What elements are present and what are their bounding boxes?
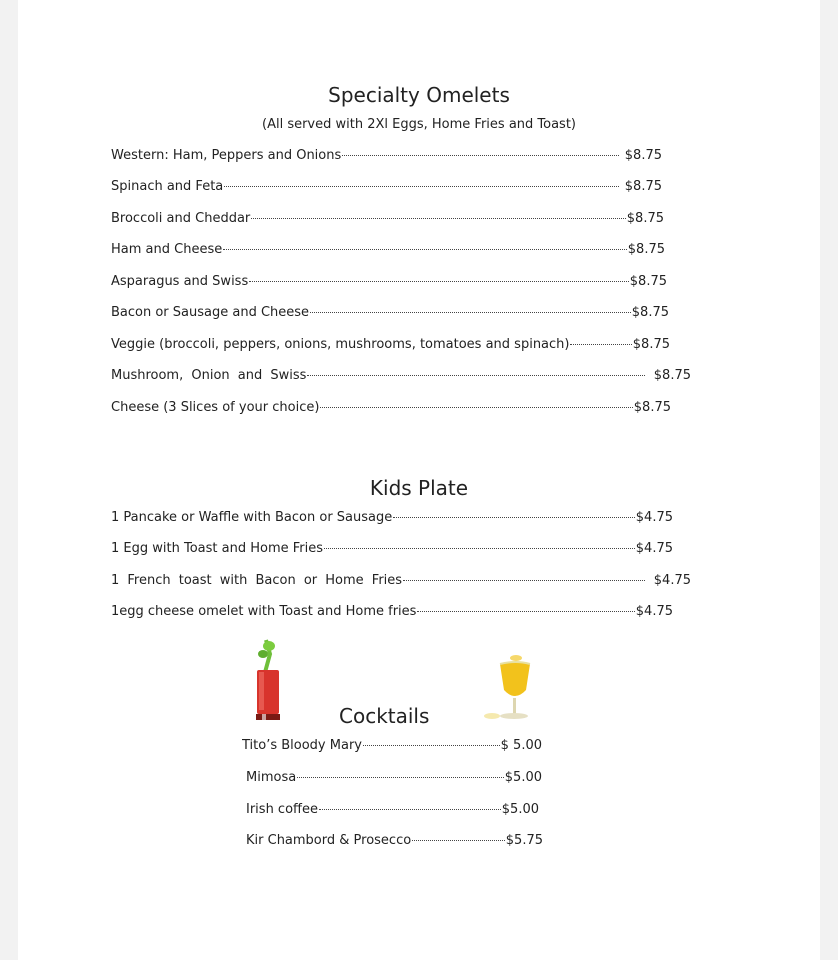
item-name: 1 Pancake or Waffle with Bacon or Sausage <box>111 510 393 525</box>
item-price: $5.00 <box>504 770 542 785</box>
item-name: Western: Ham, Peppers and Onions <box>111 148 342 163</box>
item-price: $8.75 <box>653 368 691 383</box>
item-price: $8.75 <box>632 337 670 352</box>
item-name: 1egg cheese omelet with Toast and Home fries <box>111 604 417 619</box>
list-item <box>246 802 539 817</box>
cocktails-title: Cocktails <box>339 704 430 728</box>
list-item <box>111 573 691 588</box>
list-item <box>246 770 542 785</box>
list-item <box>111 510 673 525</box>
item-name: 1 Egg with Toast and Home Fries <box>111 541 323 556</box>
item-price: $ 5.00 <box>500 738 542 753</box>
list-item <box>111 148 662 163</box>
item-price: $8.75 <box>633 400 671 415</box>
list-item <box>111 274 667 289</box>
item-price: $8.75 <box>624 179 662 194</box>
list-item <box>111 305 669 320</box>
list-item <box>111 368 691 383</box>
item-name: Mimosa <box>246 770 297 785</box>
item-name: Tito’s Bloody Mary <box>242 738 362 753</box>
item-name: Kir Chambord & Prosecco <box>246 833 412 848</box>
item-name: 1 French toast with Bacon or Home Fries <box>111 573 403 588</box>
item-price: $4.75 <box>635 604 673 619</box>
list-item <box>111 179 662 194</box>
item-price: $8.75 <box>626 211 664 226</box>
item-price: $8.75 <box>629 274 667 289</box>
list-item <box>111 400 671 415</box>
list-item <box>111 604 673 619</box>
item-name: Asparagus and Swiss <box>111 274 249 289</box>
item-price: $8.75 <box>624 148 662 163</box>
item-price: $5.75 <box>505 833 543 848</box>
list-item <box>111 242 665 257</box>
omelets-subtitle: (All served with 2Xl Eggs, Home Fries and Toast) <box>262 117 576 132</box>
item-price: $4.75 <box>635 510 673 525</box>
item-price: $5.00 <box>501 802 539 817</box>
item-name: Cheese (3 Slices of your choice) <box>111 400 320 415</box>
list-item <box>246 833 543 848</box>
item-price: $4.75 <box>653 573 691 588</box>
mimosa-glass-icon <box>478 652 544 724</box>
item-price: $4.75 <box>635 541 673 556</box>
omelets-title: Specialty Omelets <box>328 83 510 107</box>
item-name: Veggie (broccoli, peppers, onions, mushrooms, tomatoes and spinach) <box>111 337 570 352</box>
kids-title: Kids Plate <box>369 476 469 500</box>
bloody-mary-glass-icon <box>244 636 288 724</box>
list-item <box>242 738 542 753</box>
list-item <box>111 211 664 226</box>
item-price: $8.75 <box>631 305 669 320</box>
item-name: Ham and Cheese <box>111 242 223 257</box>
item-name: Broccoli and Cheddar <box>111 211 251 226</box>
item-name: Mushroom, Onion and Swiss <box>111 368 307 383</box>
item-name: Irish coffee <box>246 802 318 817</box>
item-price: $8.75 <box>627 242 665 257</box>
list-item <box>111 541 673 556</box>
list-item <box>111 337 670 352</box>
item-name: Bacon or Sausage and Cheese <box>111 305 310 320</box>
menu-page <box>18 0 820 960</box>
item-name: Spinach and Feta <box>111 179 224 194</box>
